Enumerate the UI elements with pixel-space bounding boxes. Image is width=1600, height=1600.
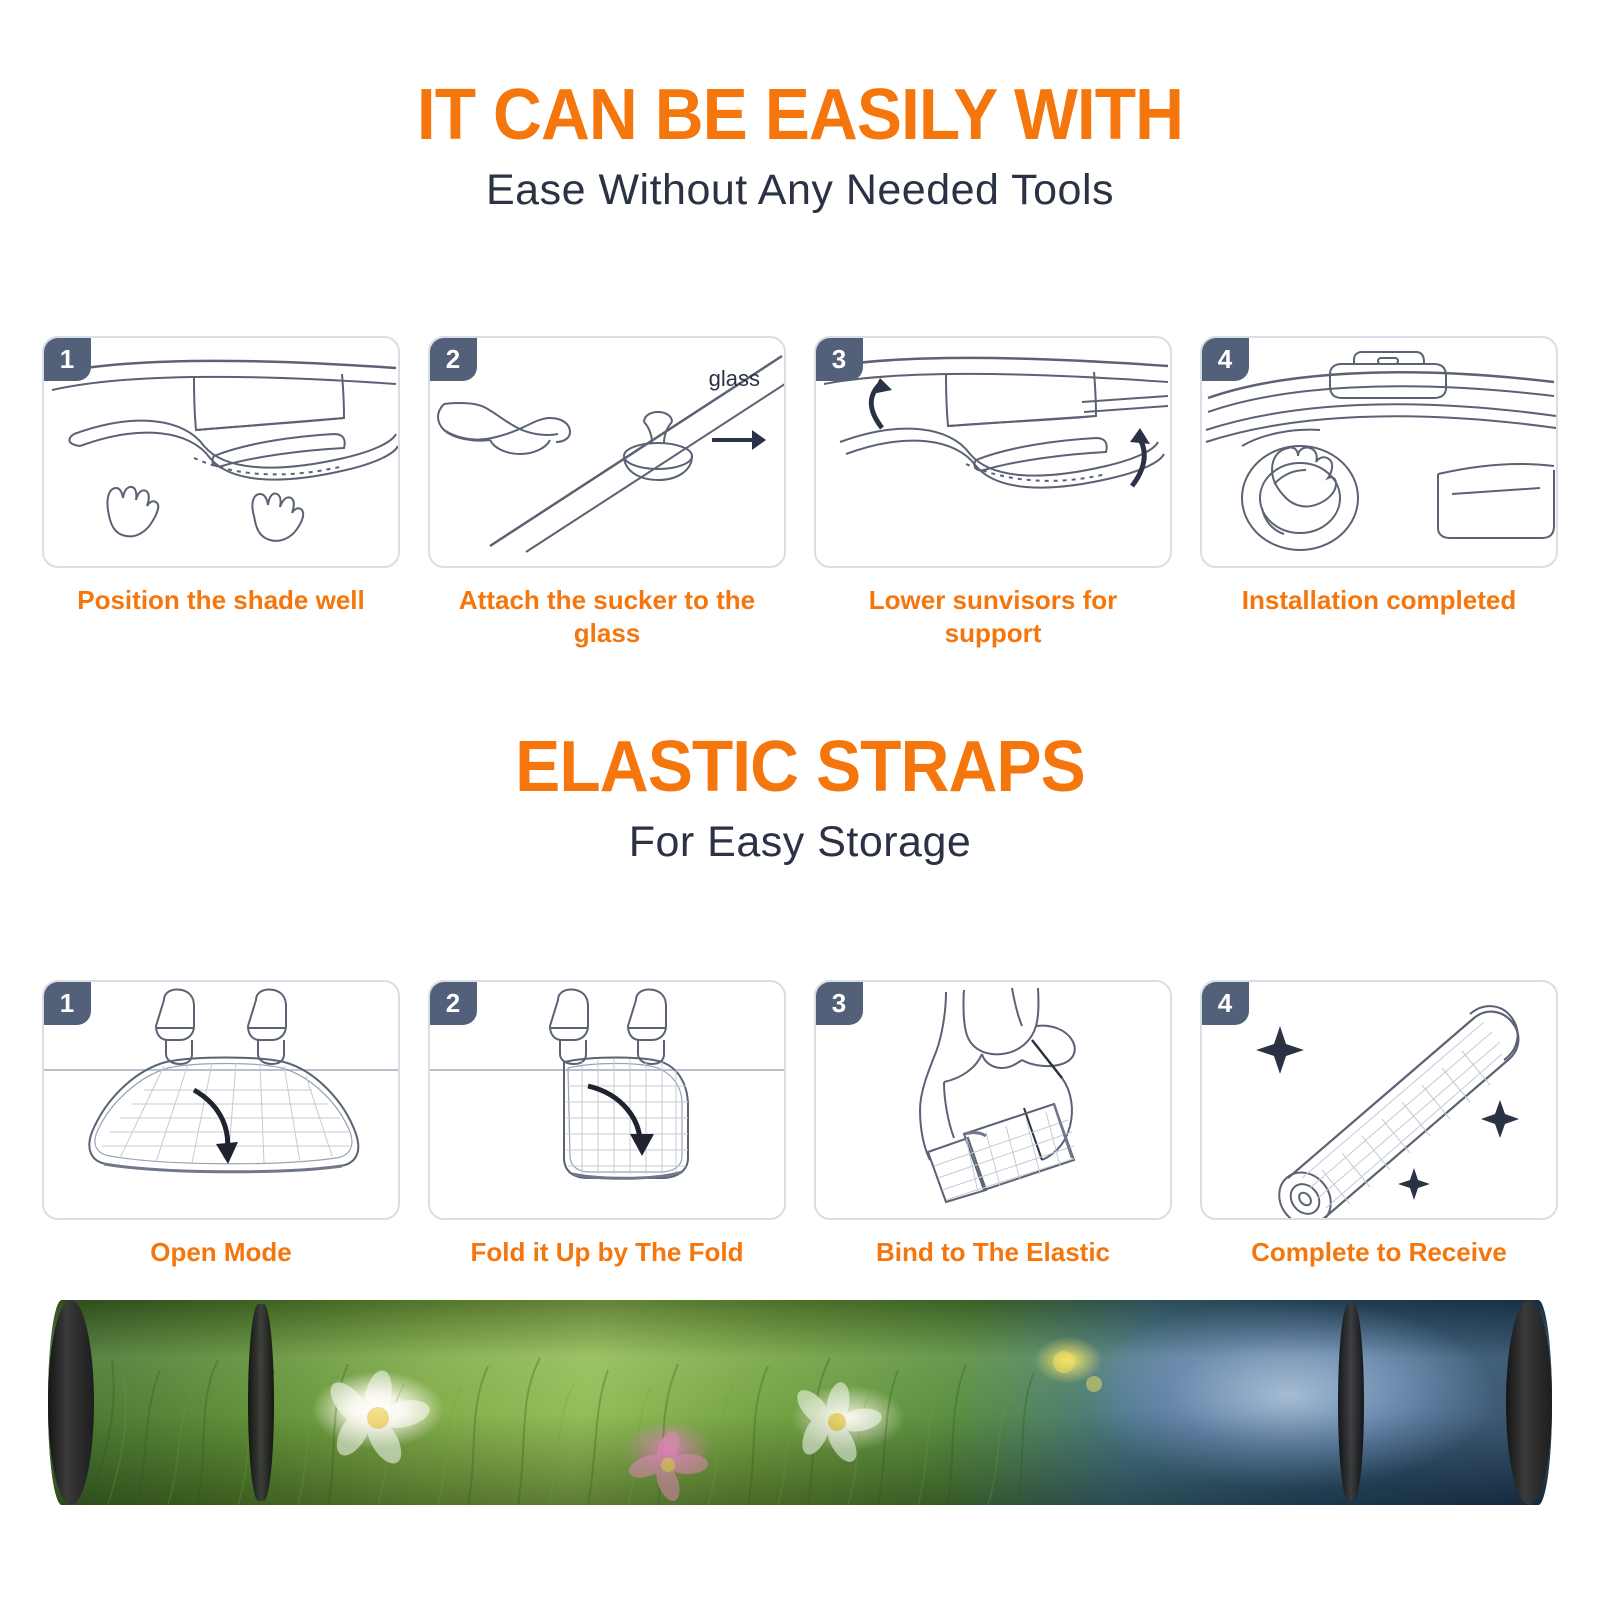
storage-step-1-illustration: [42, 980, 400, 1220]
install-step-2-illustration: [428, 336, 786, 568]
install-step-1: [42, 336, 400, 649]
storage-step-1-caption: Open Mode: [150, 1237, 292, 1267]
storage-steps-row: [0, 980, 1600, 1269]
storage-step-1: [42, 980, 400, 1269]
step-number-badge: 2: [429, 337, 477, 381]
elastic-strap-right: [1338, 1304, 1364, 1501]
install-step-4-illustration: [1200, 336, 1558, 568]
storage-step-4: [1200, 980, 1558, 1269]
bind-elastic-drawing: [816, 982, 1172, 1220]
step-number-badge: 3: [815, 981, 863, 1025]
rolled-sunshade-image: [48, 1300, 1552, 1505]
install-step-2: [428, 336, 786, 649]
step-number-badge: 4: [1201, 337, 1249, 381]
storage-step-3: [814, 980, 1172, 1269]
end-cap-right: [1506, 1300, 1552, 1505]
install-step-4-caption: Installation completed: [1241, 585, 1517, 615]
storage-step-2-illustration: [428, 980, 786, 1220]
end-cap-left: [48, 1300, 94, 1505]
section-1-heading: [0, 75, 1600, 215]
install-step-4: [1200, 336, 1558, 649]
windshield-shade-drawing: [44, 338, 400, 568]
product-photo: [48, 1300, 1552, 1505]
storage-step-3-illustration: [814, 980, 1172, 1220]
storage-step-3-caption: Bind to The Elastic: [875, 1237, 1111, 1267]
install-step-2-caption: Attach the sucker to the glass: [458, 585, 756, 648]
step-number-badge: 2: [429, 981, 477, 1025]
install-step-3: [814, 336, 1172, 649]
section-2-title: ELASTIC STRAPS: [515, 727, 1085, 807]
step-number-badge: 4: [1201, 981, 1249, 1025]
storage-step-4-caption: Complete to Receive: [1251, 1237, 1507, 1267]
install-step-3-caption: Lower sunvisors for support: [868, 585, 1118, 648]
section-2-heading: [0, 727, 1600, 867]
section-1-title: IT CAN BE EASILY WITH: [416, 75, 1184, 155]
storage-step-4-illustration: [1200, 980, 1558, 1220]
glass-annotation-label: glass: [708, 366, 760, 391]
section-1-subtitle: Ease Without Any Needed Tools: [485, 165, 1115, 214]
storage-step-2: [428, 980, 786, 1269]
installed-interior-drawing: [1202, 338, 1558, 568]
open-mode-drawing: [44, 982, 400, 1220]
step-number-badge: 1: [43, 981, 91, 1025]
rolled-shade-drawing: [1202, 982, 1558, 1220]
storage-step-2-caption: Fold it Up by The Fold: [470, 1237, 744, 1267]
fold-up-drawing: [430, 982, 786, 1220]
install-step-3-illustration: [814, 336, 1172, 568]
step-number-badge: 1: [43, 337, 91, 381]
install-steps-row: [0, 336, 1600, 649]
elastic-strap-left: [248, 1304, 274, 1501]
section-2-subtitle: For Easy Storage: [628, 817, 972, 866]
step-number-badge: 3: [815, 337, 863, 381]
install-step-1-illustration: [42, 336, 400, 568]
install-step-1-caption: Position the shade well: [77, 585, 365, 615]
sunvisor-lower-drawing: [816, 338, 1172, 568]
